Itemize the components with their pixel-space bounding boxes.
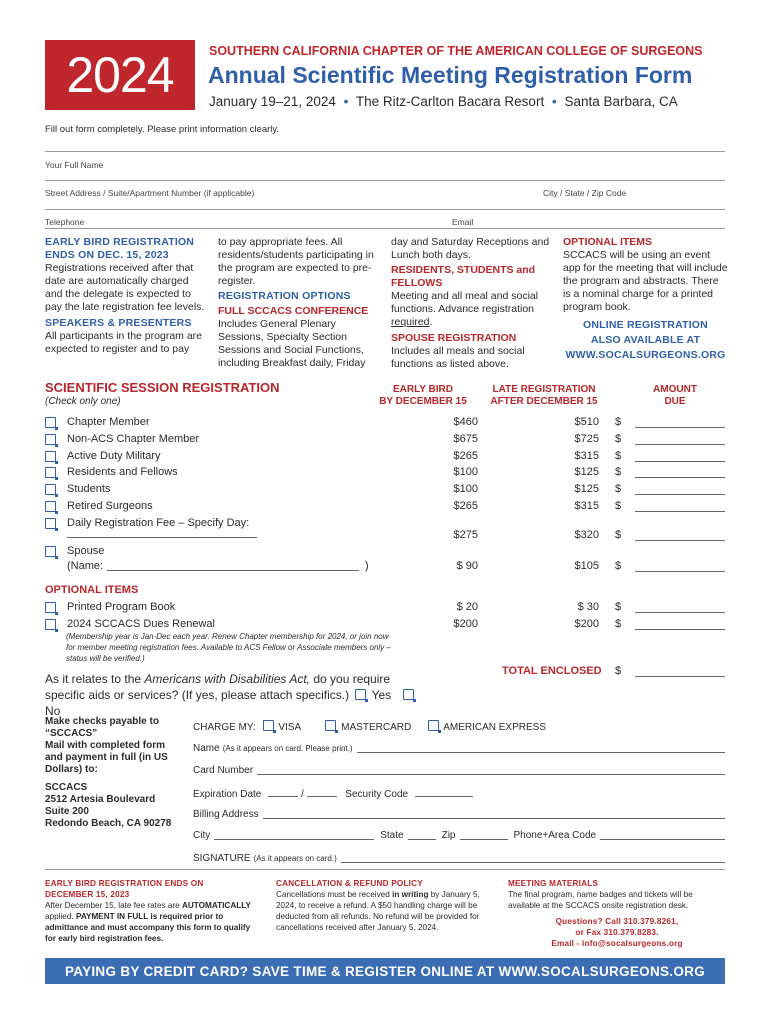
spouse-checkbox[interactable] — [45, 546, 56, 557]
chapter-name: SOUTHERN CALIFORNIA CHAPTER OF THE AMERICAN COLLEGE OF SURGEONS — [209, 44, 703, 58]
spouse-text: Includes all meals and social functions as listed above. — [391, 345, 525, 370]
materials-text: The final program, name badges and tickets will be available at the SCCACS onsite registration desk. — [508, 890, 693, 910]
residents-required: required — [391, 316, 430, 328]
early-bird-heading: EARLY BIRD REGISTRATION — [45, 236, 195, 248]
state-label: State — [380, 830, 404, 841]
spouse-close-paren: ) — [365, 560, 369, 572]
reg-checkbox[interactable] — [45, 484, 56, 495]
opt-early-price: $ 20 — [456, 601, 478, 613]
expiration-label: Expiration Date — [193, 789, 262, 800]
speakers-heading: SPEAKERS & PRESENTERS — [45, 317, 192, 329]
mastercard-checkbox[interactable] — [325, 720, 338, 732]
total-enclosed-label: TOTAL ENCLOSED — [502, 665, 602, 677]
residents-text-part: Meeting and all meal and social functions. Advance registration — [391, 290, 539, 315]
daily-fee-day-line[interactable] — [67, 537, 257, 538]
spouse-name-label: (Name: — [67, 560, 104, 572]
mail-instructions: Mail with completed form and payment in full (in US Dollars) to: — [45, 740, 168, 775]
info-column-2 — [218, 236, 381, 370]
questions-fax: or Fax 310.379.8283. — [575, 928, 659, 937]
ada-yes-checkbox[interactable] — [355, 689, 368, 701]
spouse-name-line[interactable] — [107, 570, 359, 571]
questions-email[interactable]: Email - info@socalsurgeons.org — [551, 939, 683, 948]
exp-slash: / — [300, 789, 304, 800]
amex-label: AMERICAN EXPRESS — [443, 722, 547, 733]
phone-label: Phone+Area Code — [513, 830, 597, 841]
form-title: Annual Scientific Meeting Registration Form — [208, 62, 693, 88]
reg-early-price: $460 — [453, 416, 478, 428]
street-label: Street Address / Suite/Apartment Number (if applicable) — [45, 188, 255, 198]
reg-amount-line[interactable] — [635, 461, 725, 462]
signature-field — [193, 853, 725, 864]
city-state-zip-field — [193, 830, 725, 841]
reg-early-price: $265 — [453, 500, 478, 512]
reg-dollar: $ — [615, 432, 622, 445]
card-number-field — [193, 765, 725, 776]
telephone-label: Telephone — [45, 217, 85, 227]
checks-payee: “SCCACS” — [45, 728, 98, 739]
footer-early-bird — [45, 878, 255, 944]
ada-no-box[interactable] — [403, 689, 414, 700]
cancel-text-a: Cancellations must be received — [276, 890, 393, 899]
card-number-label: Card Number — [193, 765, 254, 776]
mastercard-box[interactable] — [325, 720, 336, 731]
cancellation-text — [276, 889, 498, 933]
event-venue: The Ritz-Carlton Bacara Resort — [355, 94, 545, 109]
opt-early-price: $200 — [453, 617, 478, 630]
payment-instructions — [45, 716, 185, 830]
speakers-text: All participants in the program are expected to register and to pay — [45, 330, 202, 355]
opt-amount-line[interactable] — [635, 612, 725, 613]
reg-early-price: $265 — [453, 449, 478, 462]
event-details — [209, 94, 678, 109]
early-text-d: PAYMENT IN FULL is required prior to admittance and must accompany this form to qualify for early bird registration fees. — [45, 912, 251, 943]
optional-items-heading: OPTIONAL ITEMS — [563, 236, 653, 248]
opt-late-price: $ 30 — [577, 601, 599, 613]
daily-late-price: $320 — [574, 529, 599, 541]
reg-dollar: $ — [615, 483, 622, 496]
contact-field-line[interactable] — [45, 228, 725, 229]
reg-early-price: $100 — [453, 483, 478, 496]
city-line[interactable] — [214, 830, 374, 840]
exp-month-line[interactable] — [268, 787, 298, 797]
exp-year-line[interactable] — [307, 787, 337, 797]
reg-early-price: $100 — [453, 466, 478, 479]
info-column-3 — [391, 236, 551, 371]
name-line[interactable] — [357, 743, 725, 753]
spouse-heading: SPOUSE REGISTRATION — [391, 332, 517, 344]
visa-box[interactable] — [263, 720, 274, 731]
ada-yes-label: Yes — [371, 688, 392, 702]
online-registration-url[interactable]: WWW.SOCALSURGEONS.ORG — [565, 349, 726, 361]
city-label: City — [193, 830, 211, 841]
reg-row — [45, 466, 735, 482]
footer-early-text — [45, 900, 255, 944]
street-field-line[interactable] — [45, 180, 725, 181]
opt-label: 2024 SCCACS Dues Renewal — [67, 617, 215, 630]
reg-checkbox[interactable] — [45, 434, 56, 445]
charge-options — [193, 720, 546, 733]
opt-late-price: $200 — [574, 617, 599, 630]
daily-amount-line[interactable] — [635, 540, 725, 541]
amex-checkbox[interactable] — [428, 720, 441, 732]
reg-row — [45, 450, 735, 466]
spouse-row — [45, 545, 735, 579]
early-text-a: After December 15, late fee rates are — [45, 901, 182, 910]
footer-cancellation — [276, 878, 498, 933]
residents-text: Meeting and all meal and social functions. Advance registration required. — [391, 290, 539, 328]
reg-dollar: $ — [615, 416, 622, 428]
reg-label: Chapter Member — [67, 416, 150, 428]
early-text-c: applied. — [45, 912, 76, 921]
fees-text: to pay appropriate fees. All residents/students participating in the program are expected to pre-register. — [218, 236, 374, 287]
daily-fee-label: Daily Registration Fee – Specify Day: — [67, 517, 250, 529]
daily-dollar: $ — [615, 529, 622, 541]
col-amount-line1: AMOUNT — [653, 384, 697, 395]
name-field-line[interactable] — [45, 151, 725, 152]
signature-label: SIGNATURE — [193, 853, 251, 864]
billing-address-field — [193, 809, 725, 820]
col-early-bird-line1: EARLY BIRD — [392, 384, 453, 395]
online-registration-2: ALSO AVAILABLE AT — [590, 334, 701, 346]
cancellation-heading: CANCELLATION & REFUND POLICY — [276, 879, 423, 888]
amex-box[interactable] — [428, 720, 439, 731]
zip-line[interactable] — [460, 830, 508, 840]
reg-label: Retired Surgeons — [67, 500, 153, 512]
membership-note: (Membership year is Jan-Dec each year. Renew Chapter membership for 2024, or join now for member meeting registration fees. Available to ACS Fellow or Associate members only – status will be verified.) — [66, 632, 391, 663]
ada-no-label: No — [45, 704, 61, 718]
spouse-dollar: $ — [615, 560, 622, 572]
checks-payable: Make checks payable to — [45, 716, 159, 727]
info-column-1 — [45, 236, 208, 356]
spouse-amount-line[interactable] — [635, 571, 725, 572]
event-city: Santa Barbara, CA — [564, 94, 678, 109]
online-registration-banner[interactable]: PAYING BY CREDIT CARD? SAVE TIME & REGISTER ONLINE AT WWW.SOCALSURGEONS.ORG — [45, 958, 725, 984]
residents-heading: RESIDENTS, STUDENTS and FELLOWS — [391, 264, 536, 289]
col-early-bird — [368, 384, 478, 408]
reg-amount-line[interactable] — [635, 511, 725, 512]
cancel-text-b: in writing — [392, 890, 429, 899]
security-code-line[interactable] — [415, 787, 473, 797]
reg-checkbox[interactable] — [45, 467, 56, 478]
ada-yes-box[interactable] — [355, 689, 366, 700]
instructions: Fill out form completely. Please print information clearly. — [45, 124, 280, 135]
info-column-4 — [563, 236, 728, 362]
reg-dollar: $ — [615, 500, 622, 512]
reg-row — [45, 433, 735, 449]
address-line-1: SCCACS — [45, 782, 88, 793]
reg-label: Residents and Fellows — [67, 466, 178, 479]
reg-row — [45, 416, 735, 432]
name-label: Name — [193, 743, 220, 754]
reg-late-price: $725 — [574, 432, 599, 445]
full-conference-continued: day and Saturday Receptions and Lunch both days. — [391, 236, 550, 261]
bullet-separator: • — [551, 94, 557, 109]
state-line[interactable] — [408, 830, 436, 840]
ada-text-b: do you require specific aids or services? (If yes, please attach specifics.) — [45, 672, 391, 702]
reg-amount-line[interactable] — [635, 477, 725, 478]
signature-note: (As it appears on card.) — [253, 854, 337, 863]
ada-text-a: As it relates to the — [45, 672, 145, 686]
footer-materials — [508, 878, 726, 949]
bullet-separator: • — [343, 94, 349, 109]
session-registration-title: SCIENTIFIC SESSION REGISTRATION — [45, 380, 280, 395]
cancel-text-c: by January 5, 2024, to receive a refund. A $50 handling charge will be deducted from all refunds. No refund will be provided for cancellations received after January 5, 2024. — [276, 890, 480, 932]
full-name-label: Your Full Name — [45, 160, 104, 170]
reg-dollar: $ — [615, 449, 622, 462]
col-late — [478, 384, 610, 408]
billing-address-label: Billing Address — [193, 809, 259, 820]
billing-address-line[interactable] — [263, 809, 725, 819]
total-dollar: $ — [615, 665, 622, 677]
col-amount-line2: DUE — [664, 396, 686, 407]
address-line-4: Redondo Beach, CA 90278 — [45, 818, 172, 829]
col-early-bird-line2: BY DECEMBER 15 — [379, 396, 467, 407]
reg-label: Non-ACS Chapter Member — [67, 432, 200, 445]
visa-label: VISA — [278, 722, 301, 733]
materials-heading: MEETING MATERIALS — [508, 879, 599, 888]
signature-line[interactable] — [341, 853, 725, 863]
opt-label: Printed Program Book — [67, 601, 176, 613]
reg-label: Active Duty Military — [67, 449, 161, 462]
opt-checkbox[interactable] — [45, 602, 56, 613]
mastercard-label: MASTERCARD — [341, 722, 412, 733]
charge-my-label: CHARGE MY: — [193, 722, 256, 733]
footer-early-heading: EARLY BIRD REGISTRATION ENDS ON — [45, 879, 204, 888]
ada-question — [45, 671, 425, 719]
ada-text-italic: Americans with Disabilities Act, — [144, 672, 310, 686]
total-amount-line[interactable] — [635, 676, 725, 677]
address-field-line[interactable] — [45, 209, 725, 210]
year-badge: 2024 — [45, 40, 195, 110]
spouse-early-price: $ 90 — [456, 560, 478, 572]
col-amount-due — [635, 384, 715, 408]
reg-checkbox[interactable] — [45, 451, 56, 462]
col-late-line2: AFTER DECEMBER 15 — [490, 396, 598, 407]
zip-label: Zip — [441, 830, 456, 841]
event-dates: January 19–21, 2024 — [209, 94, 336, 109]
reg-row — [45, 500, 735, 516]
expiration-field — [193, 787, 473, 800]
reg-late-price: $510 — [574, 416, 599, 428]
address-line-3: Suite 200 — [45, 806, 89, 817]
footer-early-date: DECEMBER 15, 2023 — [45, 890, 130, 899]
reg-checkbox[interactable] — [45, 501, 56, 512]
early-text-b: AUTOMATICALLY — [181, 901, 251, 910]
name-note: (As it appears on card. Please print.) — [222, 744, 353, 753]
daily-early-price: $275 — [453, 529, 478, 541]
col-late-line1: LATE REGISTRATION — [492, 384, 596, 395]
reg-late-price: $125 — [574, 483, 599, 496]
opt-amount-line[interactable] — [635, 629, 725, 630]
cardholder-name-field — [193, 743, 725, 754]
reg-amount-line[interactable] — [635, 494, 725, 495]
opt-dollar: $ — [615, 617, 622, 630]
spouse-late-price: $105 — [574, 560, 599, 572]
reg-amount-line[interactable] — [635, 427, 725, 428]
opt-dollar: $ — [615, 601, 622, 613]
reg-late-price: $315 — [574, 500, 599, 512]
phone-line[interactable] — [600, 830, 725, 840]
footer-divider — [45, 869, 725, 870]
ada-no-checkbox[interactable] — [403, 689, 416, 701]
email-label: Email — [452, 217, 474, 227]
spouse-label: Spouse — [67, 545, 105, 557]
daily-fee-checkbox[interactable] — [45, 518, 56, 529]
address-line-2: 2512 Artesia Boulevard — [45, 794, 156, 805]
questions-phone: Questions? Call 310.379.8261, — [555, 917, 679, 926]
full-conference-heading: FULL SCCACS CONFERENCE — [218, 305, 369, 317]
reg-amount-line[interactable] — [635, 444, 725, 445]
optional-items-title: OPTIONAL ITEMS — [45, 584, 139, 596]
reg-late-price: $125 — [574, 466, 599, 479]
reg-label: Students — [67, 483, 111, 496]
full-conference-text: Includes General Plenary Sessions, Specialty Section Sessions and Social Functions, including Breakfast daily, Friday — [218, 318, 366, 369]
online-registration-1: ONLINE REGISTRATION — [583, 319, 708, 331]
optional-items-text: SCCACS will be using an event app for the meeting that will include the program and abstracts. There is a nominal charge for a printed program book. — [563, 249, 728, 313]
reg-checkbox[interactable] — [45, 417, 56, 428]
early-bird-date: ENDS ON DEC. 15, 2023 — [45, 249, 169, 261]
reg-early-price: $675 — [453, 432, 478, 445]
registration-options-heading: REGISTRATION OPTIONS — [218, 290, 351, 302]
reg-dollar: $ — [615, 466, 622, 479]
city-state-zip-label: City / State / Zip Code — [543, 188, 627, 198]
opt-checkbox[interactable] — [45, 619, 56, 630]
visa-checkbox[interactable] — [263, 720, 276, 732]
reg-row — [45, 483, 735, 499]
opt-row — [45, 601, 735, 617]
early-bird-text: Registrations received after that date are automatically charged and the delegate is expected to pay the late registration fee levels. — [45, 262, 205, 313]
reg-late-price: $315 — [574, 449, 599, 462]
check-only-note: (Check only one) — [45, 396, 121, 407]
card-number-line[interactable] — [257, 765, 725, 775]
security-code-label: Security Code — [345, 789, 409, 800]
